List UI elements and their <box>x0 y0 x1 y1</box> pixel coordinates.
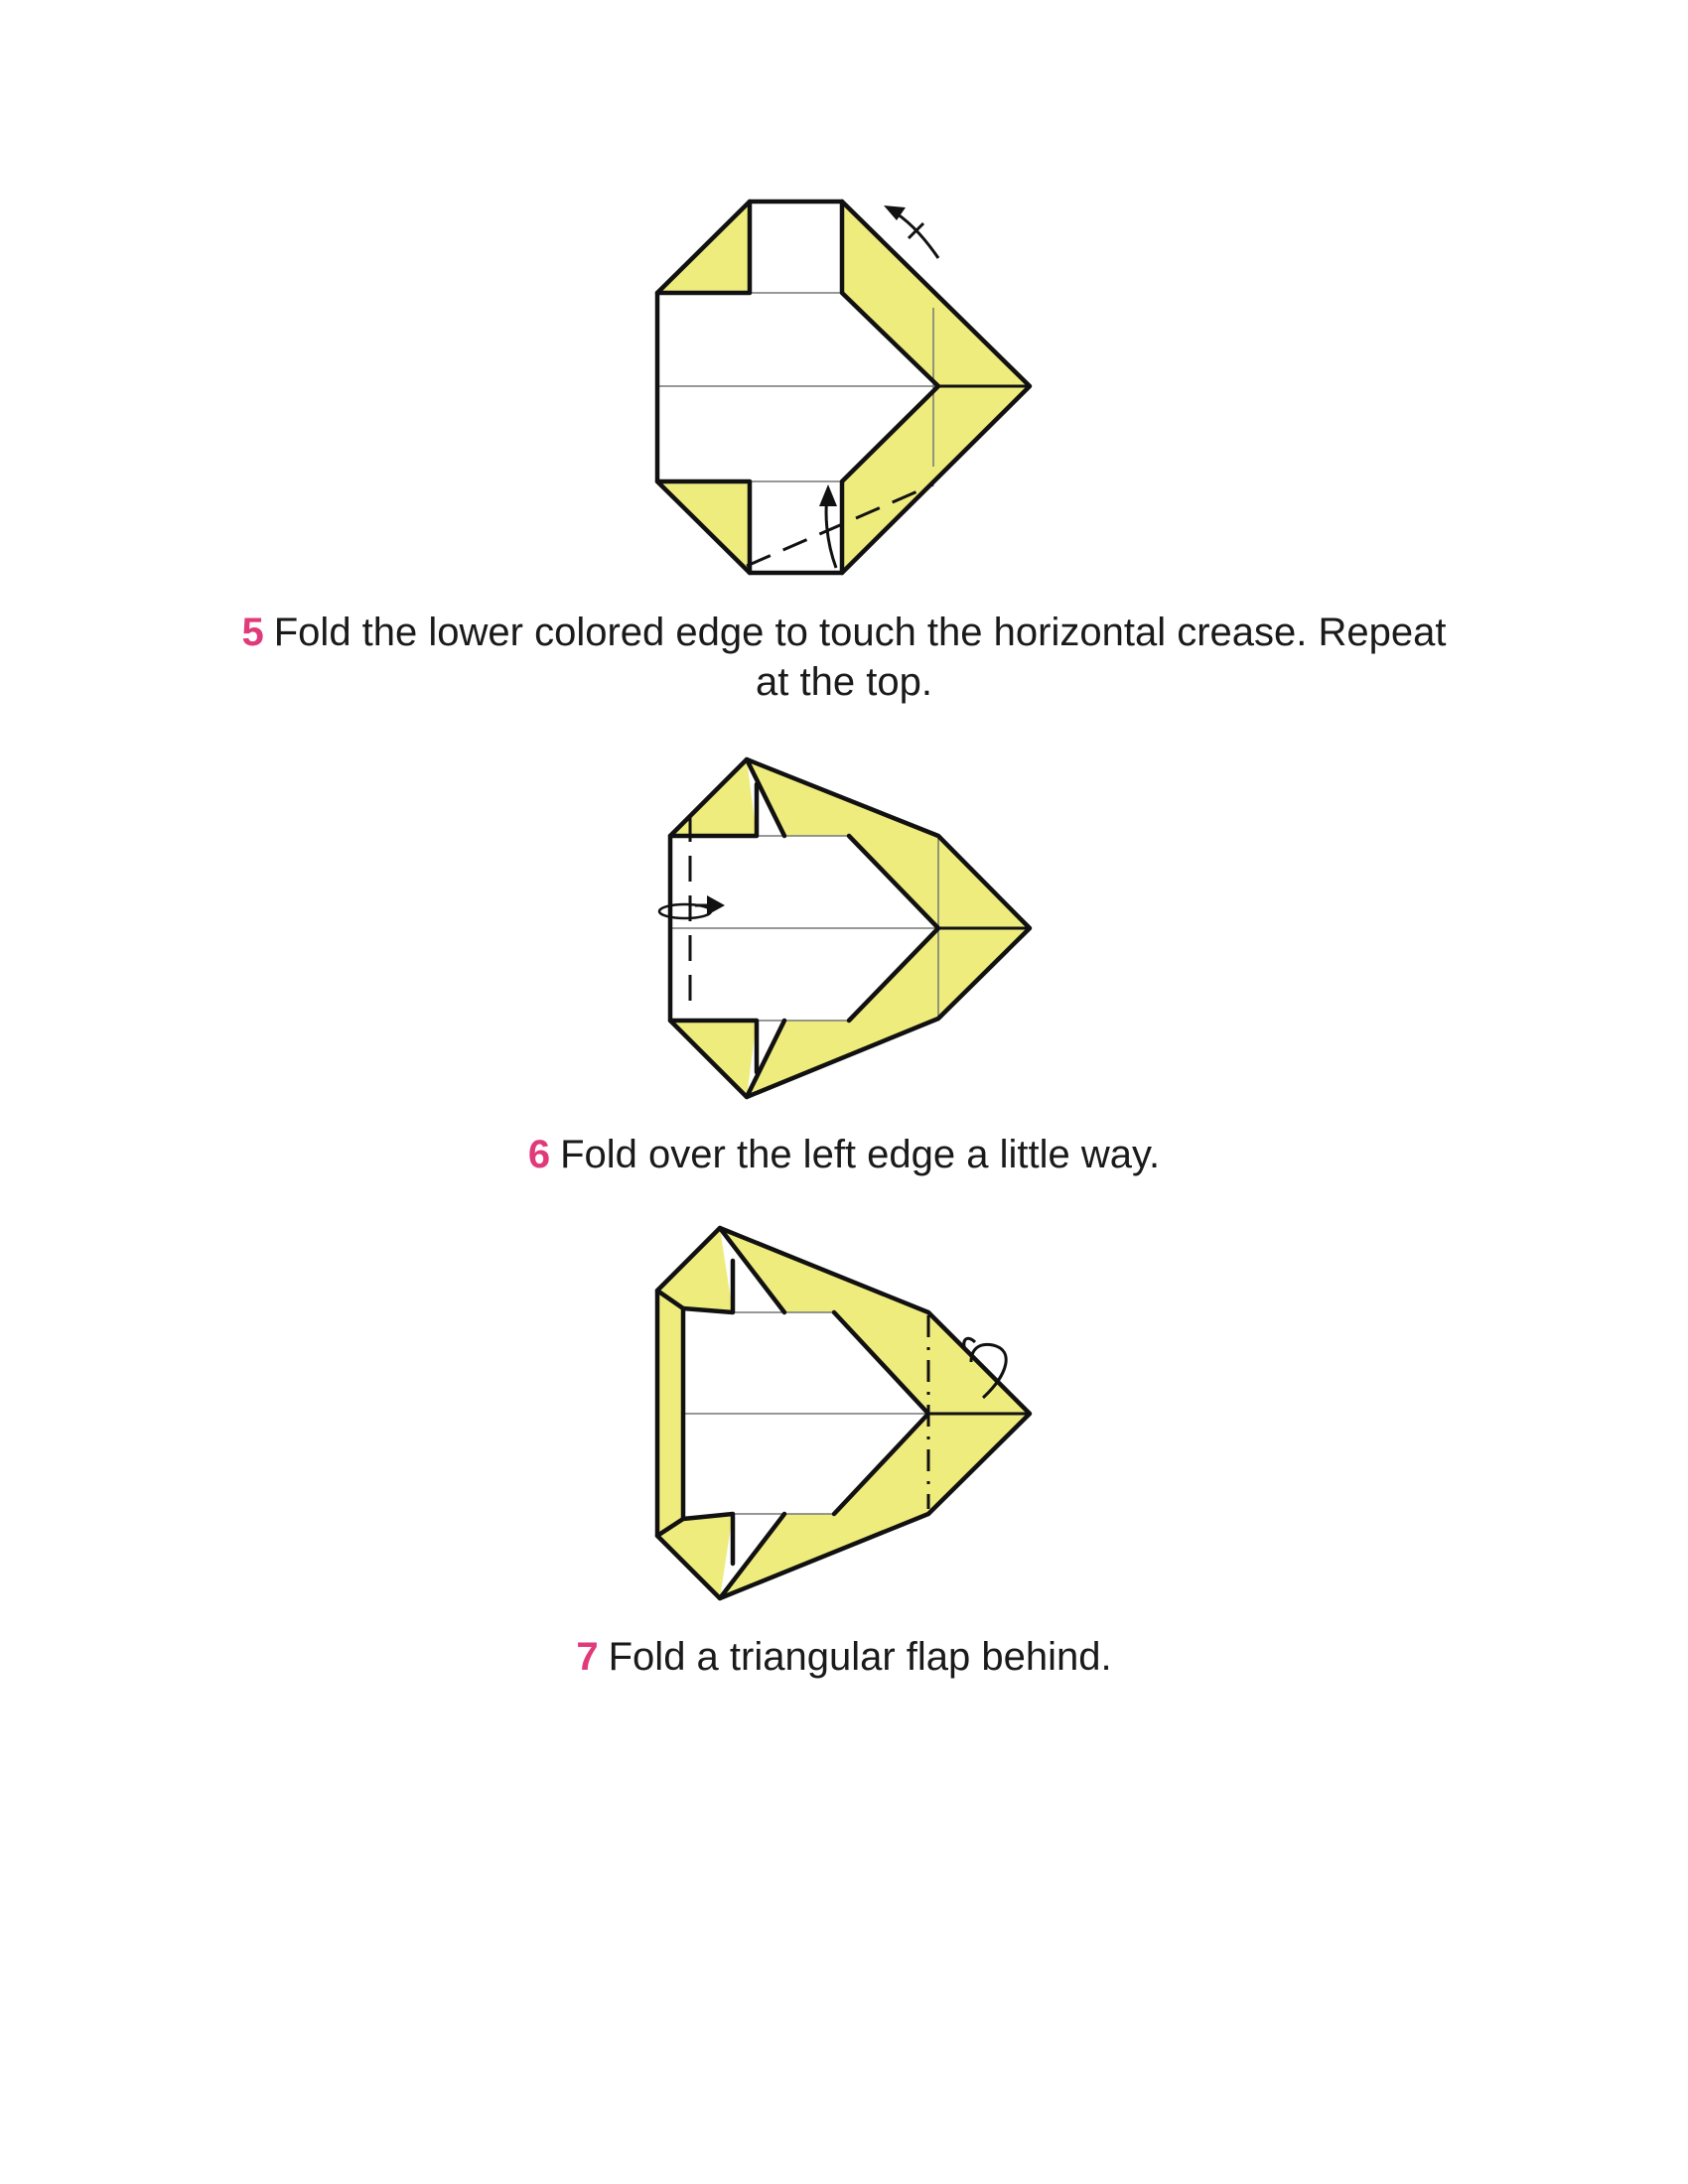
step-7-diagram <box>657 1228 1030 1598</box>
step-5-diagram <box>657 202 1030 573</box>
step-5-caption <box>0 608 1688 707</box>
step-6-caption <box>0 1130 1688 1179</box>
step-6-number: 6 <box>527 1133 551 1176</box>
step-5-line-1 <box>0 608 1688 657</box>
step-7-number: 7 <box>576 1635 599 1679</box>
step-7-text: Fold a triangular flap behind. <box>608 1635 1112 1679</box>
step7-left-strip <box>657 1291 683 1536</box>
step-6-text: Fold over the left edge a little way. <box>560 1133 1161 1176</box>
step-5-number: 5 <box>241 611 264 654</box>
step-5-text-1: Fold the lower colored edge to touch the horizontal crease. Repeat <box>273 611 1447 654</box>
step-5-text-2: at the top. <box>756 660 932 704</box>
step-7-caption <box>0 1632 1688 1682</box>
step-6-diagram <box>659 759 1030 1097</box>
